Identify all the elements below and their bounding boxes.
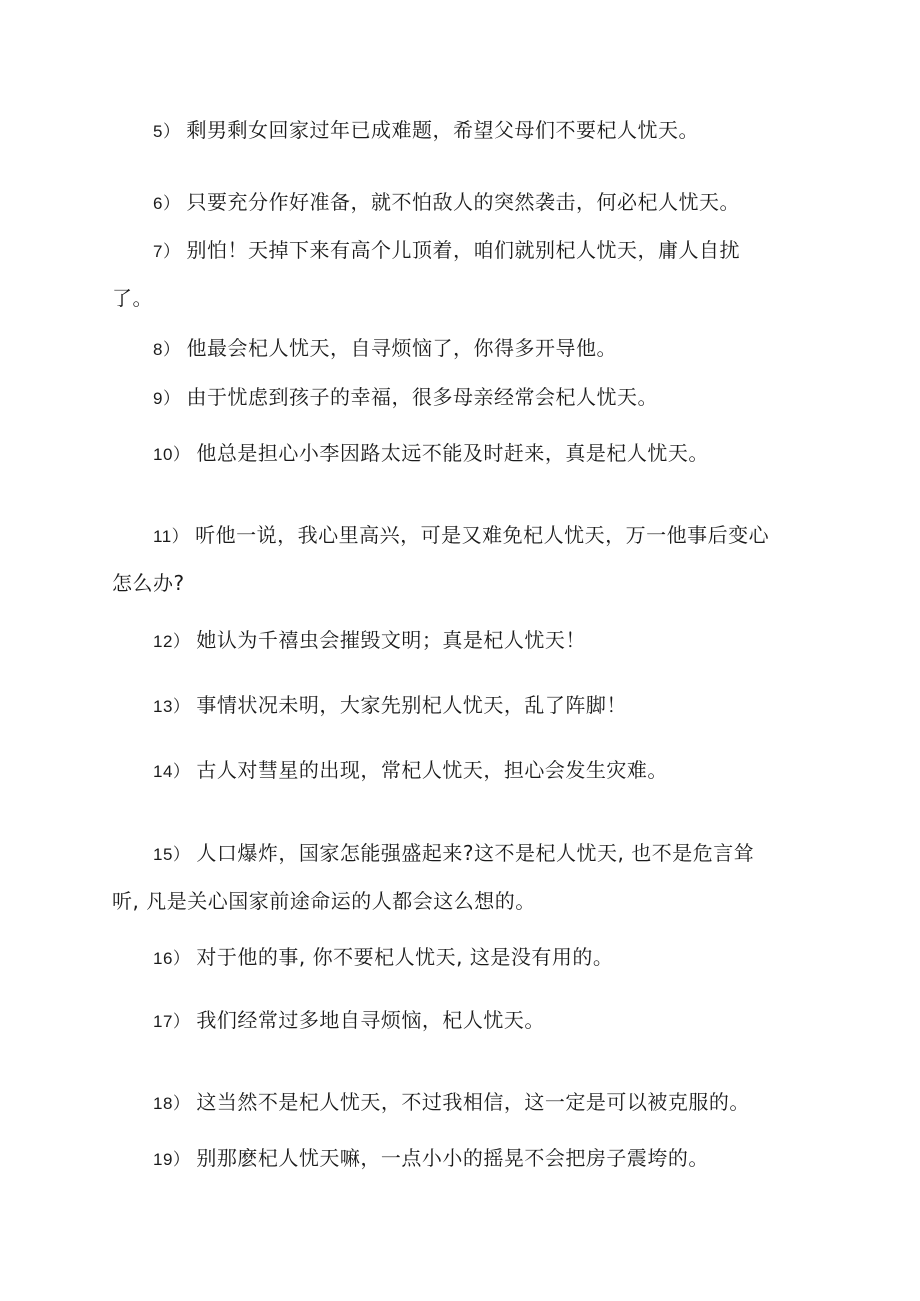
sentence-text: 由于忧虑到孩子的幸福，很多母亲经常会杞人忧天。 — [186, 385, 658, 409]
sentence-8 — [153, 336, 617, 362]
sentence-7 — [153, 238, 740, 264]
sentence-11-continuation: 怎么办? — [112, 571, 185, 595]
sentence-7-continuation: 了。 — [112, 286, 153, 310]
item-number: 11） — [153, 527, 190, 546]
item-number: 9） — [153, 389, 181, 408]
sentence-15-continuation: 听, 凡是关心国家前途命运的人都会这么想的。 — [112, 889, 536, 913]
item-number: 5） — [153, 122, 181, 141]
sentence-12 — [153, 628, 586, 654]
sentence-19 — [153, 1146, 709, 1172]
item-number: 12） — [153, 632, 191, 651]
sentence-text: 古人对彗星的出现，常杞人忧天，担心会发生灾难。 — [196, 758, 668, 782]
sentence-15 — [153, 841, 754, 867]
sentence-10 — [153, 441, 709, 467]
sentence-text: 听他一说，我心里高兴，可是又难免杞人忧天，万一他事后变心 — [195, 523, 770, 547]
sentence-13 — [153, 693, 627, 719]
item-number: 18） — [153, 1094, 191, 1113]
sentence-text: 剩男剩女回家过年已成难题，希望父母们不要杞人忧天。 — [186, 118, 699, 142]
item-number: 8） — [153, 340, 181, 359]
sentence-text: 我们经常过多地自寻烦恼，杞人忧天。 — [196, 1008, 545, 1032]
sentence-5 — [153, 118, 699, 144]
sentence-text: 她认为千禧虫会摧毁文明；真是杞人忧天！ — [196, 628, 586, 652]
sentence-11 — [153, 523, 769, 549]
sentence-text: 只要充分作好准备，就不怕敌人的突然袭击，何必杞人忧天。 — [186, 190, 740, 214]
sentence-text: 人口爆炸，国家怎能强盛起来?这不是杞人忧天, 也不是危言耸 — [196, 841, 755, 865]
sentence-text: 这当然不是杞人忧天，不过我相信，这一定是可以被克服的。 — [196, 1090, 750, 1114]
item-number: 7） — [153, 242, 181, 261]
item-number: 13） — [153, 697, 191, 716]
sentence-text: 他总是担心小李因路太远不能及时赶来，真是杞人忧天。 — [196, 441, 709, 465]
item-number: 10） — [153, 445, 191, 464]
item-number: 16） — [153, 949, 191, 968]
item-number: 6） — [153, 194, 181, 213]
sentence-text: 对于他的事, 你不要杞人忧天, 这是没有用的。 — [196, 945, 614, 969]
sentence-text: 事情状况未明，大家先别杞人忧天，乱了阵脚！ — [196, 693, 627, 717]
sentence-9 — [153, 385, 658, 411]
sentence-14 — [153, 758, 668, 784]
item-number: 19） — [153, 1150, 191, 1169]
sentence-6 — [153, 190, 740, 216]
sentence-16 — [153, 945, 613, 971]
sentence-text: 他最会杞人忧天，自寻烦恼了，你得多开导他。 — [186, 336, 617, 360]
item-number: 14） — [153, 762, 191, 781]
sentence-18 — [153, 1090, 750, 1116]
item-number: 17） — [153, 1012, 191, 1031]
sentence-text: 别怕！天掉下来有高个儿顶着，咱们就别杞人忧天，庸人自扰 — [186, 238, 740, 262]
sentence-17 — [153, 1008, 545, 1034]
item-number: 15） — [153, 845, 191, 864]
sentence-text: 别那麽杞人忧天嘛，一点小小的摇晃不会把房子震垮的。 — [196, 1146, 709, 1170]
